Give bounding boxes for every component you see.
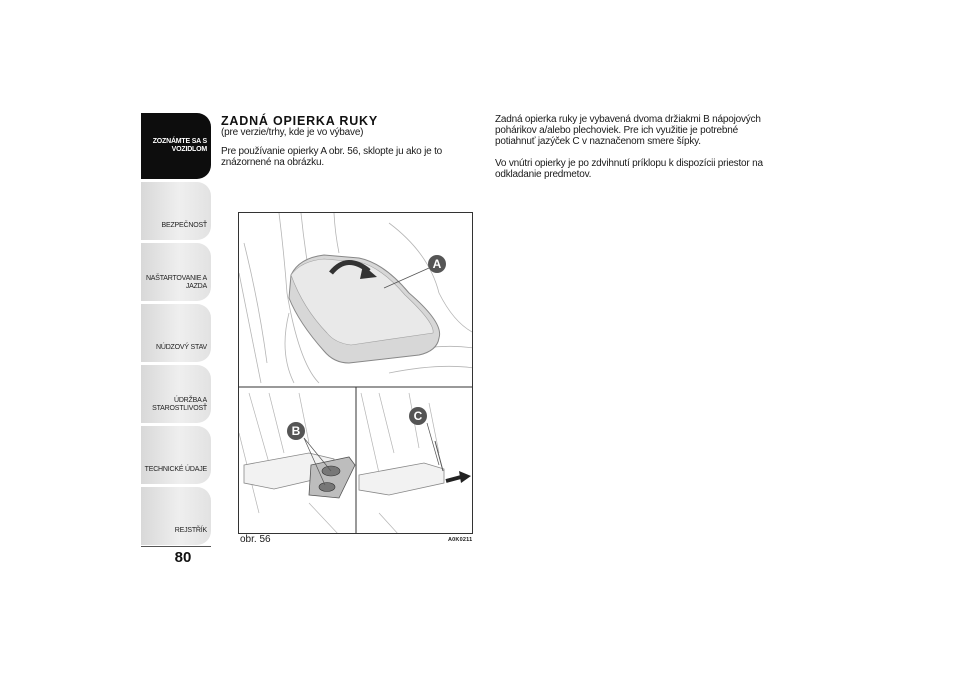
seat-sketch-right bbox=[361, 393, 439, 534]
cup-holder-2 bbox=[319, 483, 335, 492]
tab-bezpecnost[interactable] bbox=[141, 182, 211, 240]
pull-arrow-head-icon bbox=[459, 471, 471, 483]
callout-a-badge: A bbox=[428, 255, 446, 273]
tab-label: TECHNICKÉ ÚDAJE bbox=[144, 466, 207, 473]
armrest-illustration bbox=[238, 212, 473, 534]
section-subtitle: (pre verzie/trhy, kde je vo výbave) bbox=[221, 127, 364, 138]
tab-label: NÚDZOVÝ STAV bbox=[155, 344, 207, 351]
callout-c-badge: C bbox=[409, 407, 427, 425]
tab-zoznamte-sa[interactable] bbox=[141, 113, 211, 179]
tab-label: NAŠTARTOVANIE A JAZDA bbox=[145, 275, 207, 290]
tab-label: ZOZNÁMTE SA S VOZIDLOM bbox=[152, 138, 207, 153]
callout-b-badge: B bbox=[287, 422, 305, 440]
tab-label: ÚDRŽBA A STAROSTLIVOSŤ bbox=[152, 397, 207, 412]
chapter-tabs bbox=[141, 113, 211, 548]
page-number-divider bbox=[141, 546, 211, 547]
tab-udrzba[interactable] bbox=[141, 365, 211, 423]
tab-label: BEZPEČNOSŤ bbox=[161, 222, 207, 229]
paragraph-2: Zadná opierka ruky je vybavená dvoma držiakmi B nápojových pohárikov a/alebo plechoviek. Pre ich využitie je potrebné potiahnuť jazýček C v naznačenom smere šípky. bbox=[495, 114, 761, 147]
tab-nudzovy-stav[interactable] bbox=[141, 304, 211, 362]
tab-label: REJSTŘÍK bbox=[174, 527, 207, 534]
page-number: 80 bbox=[174, 549, 192, 566]
tab-rejstrik[interactable] bbox=[141, 487, 211, 545]
figure-caption: obr. 56 bbox=[240, 534, 271, 545]
figure-code: A0K0211 bbox=[448, 537, 473, 543]
paragraph-3: Vo vnútri opierky je po zdvihnutí príklopu k dispozícii priestor na odkladanie predmetov. bbox=[495, 158, 763, 180]
pull-arrow-icon bbox=[446, 477, 461, 481]
section-title: ZADNÁ OPIERKA RUKY bbox=[221, 114, 378, 128]
paragraph-1: Pre používanie opierky A obr. 56, sklopte ju ako je to znázornené na obrázku. bbox=[221, 146, 443, 168]
tab-nastartovanie[interactable] bbox=[141, 243, 211, 301]
armrest-side-right bbox=[359, 463, 444, 495]
tab-technicke-udaje[interactable] bbox=[141, 426, 211, 484]
